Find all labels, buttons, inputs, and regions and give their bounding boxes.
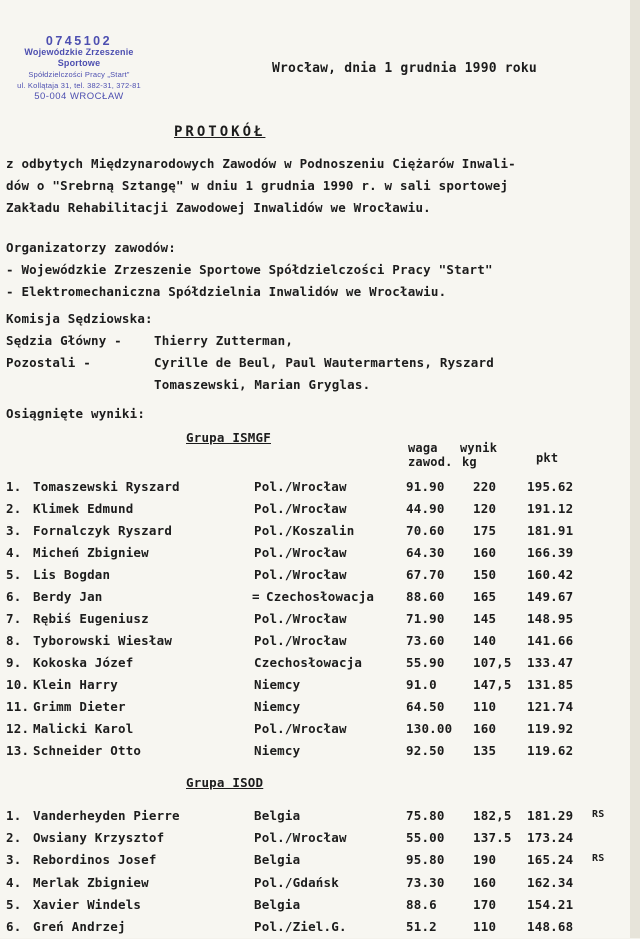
table-row [0,479,640,499]
result-kg: 220 [473,479,497,494]
competitor-country: Czechosłowacja [266,589,375,604]
competitor-name: Owsiany Krzysztof [33,830,165,846]
points: 160.42 [527,567,574,582]
result-kg: 120 [473,501,497,516]
competitor-name: Grimm Dieter [33,699,126,714]
competitor-name: Kokoska Józef [33,655,134,670]
competitor-country: Pol./Wrocław [254,501,347,516]
competitor-name: Tyborowski Wiesław [33,633,173,648]
result-kg: 135 [473,743,497,758]
result-kg: 110 [473,699,497,714]
result-kg: 165 [473,589,497,604]
table-row [0,611,640,631]
result-kg: 110 [473,919,497,934]
row-mark: = [252,589,260,604]
organizer-item: - Elektromechaniczna Spółdzielnia Inwalidów we Wrocławiu. [6,284,447,299]
result-kg: 145 [473,611,497,626]
points: 131.85 [527,677,574,692]
competitor-country: Pol./Gdańsk [254,874,339,890]
header-result-line2: kg [462,455,477,469]
competitor-name: Merlak Zbigniew [33,874,149,890]
body-weight: 73.60 [406,633,445,648]
body-weight: 70.60 [406,523,445,538]
chief-judge-line [6,330,494,352]
competitor-name: Fornalczyk Ryszard [33,523,173,538]
table-row [0,655,640,675]
group-title-isod: Grupa ISOD [186,775,264,790]
row-number: 4. [6,874,22,890]
body-weight: 95.80 [406,852,445,868]
points: 181.29 [527,808,574,823]
row-number: 3. [6,852,22,868]
header-weight-line2: zawod. [408,455,453,469]
body-weight: 88.6 [406,896,437,912]
row-number: 13. [6,743,30,758]
other-judges-line [6,352,494,374]
result-kg: 160 [473,721,497,736]
body-weight: 44.90 [406,501,445,516]
stamp-number: 0745102 [45,34,113,48]
table-row [0,699,640,719]
competitor-country: Belgia [254,896,301,912]
competitor-name: Vanderheyden Pierre [33,808,180,823]
competitor-name: Rebordinos Josef [33,852,157,868]
table-row [0,545,640,565]
body-weight: 92.50 [406,743,445,758]
body-weight: 91.0 [406,677,437,692]
result-kg: 150 [473,567,497,582]
other-judges-label: Pozostali - [6,355,91,370]
table-row [0,830,640,850]
points: 181.91 [527,523,574,538]
result-kg: 140 [473,633,497,648]
competitor-country: Pol./Koszalin [254,523,355,538]
commission-section [6,308,494,396]
competitor-country: Pol./Wrocław [254,479,347,494]
chief-judge-name: Thierry Zutterman, [154,333,294,348]
table-row [0,567,640,587]
row-number: 2. [6,501,22,516]
stamp-line-3: ul. Kollątaja 31, tel. 382-31, 372-81 [17,81,141,90]
result-kg: 160 [473,545,497,560]
body-weight: 91.90 [406,479,445,494]
stamp-line-2: Spółdzielczości Pracy „Start” [28,70,130,79]
document-title: PROTOKÓŁ [174,124,266,140]
competitor-name: Klimek Edmund [33,501,134,516]
competitor-country: Pol./Wrocław [254,611,347,626]
competitor-name: Malicki Karol [33,721,134,736]
other-judges-names: Cyrille de Beul, Paul Wautermartens, Ryszard [154,355,494,370]
points: 173.24 [527,830,574,846]
result-kg: 182,5 [473,808,512,823]
result-kg: 175 [473,523,497,538]
row-number: 12. [6,721,30,736]
competitor-name: Rębiś Eugeniusz [33,611,149,626]
body-weight: 73.30 [406,874,445,890]
results-label: Osiągnięte wyniki: [6,406,146,421]
stamp-line-4: 50-004 WROCŁAW [34,91,124,102]
record-note: RS [592,853,605,865]
other-judges-line [6,374,494,396]
result-kg: 107,5 [473,655,512,670]
row-number: 11. [6,699,30,714]
group-title-ismgf: Grupa ISMGF [186,430,271,445]
chief-judge-label: Sędzia Główny - [6,333,122,348]
header-weight [408,441,453,469]
row-number: 6. [6,589,22,604]
header-result [460,441,497,469]
points: 149.67 [527,589,574,604]
row-number: 8. [6,633,22,648]
row-number: 4. [6,545,22,560]
points: 191.12 [527,501,574,516]
body-weight: 51.2 [406,919,437,934]
page-edge [630,0,640,938]
row-number: 5. [6,567,22,582]
result-kg: 190 [473,852,497,868]
table-row [0,721,640,741]
competitor-country: Niemcy [254,699,301,714]
header-weight-line1: waga [408,441,438,455]
document-date: Wrocław, dnia 1 grudnia 1990 roku [272,61,537,76]
body-weight: 55.00 [406,830,445,846]
table-row [0,897,640,917]
result-kg: 170 [473,896,497,912]
table-row [0,808,640,828]
table-row [0,919,640,939]
body-weight: 67.70 [406,567,445,582]
table-row [0,523,640,543]
row-number: 7. [6,611,22,626]
body-weight: 64.30 [406,545,445,560]
points: 195.62 [527,479,574,494]
organization-stamp [4,36,154,102]
table-row [0,589,640,609]
competitor-country: Belgia [254,852,301,868]
row-number: 10. [6,677,30,692]
points: 165.24 [527,852,574,868]
table-row [0,875,640,895]
result-kg: 137.5 [473,830,512,846]
competitor-country: Pol./Wrocław [254,721,347,736]
row-number: 2. [6,830,22,846]
row-number: 5. [6,896,22,912]
points: 148.95 [527,611,574,626]
body-weight: 88.60 [406,589,445,604]
points: 121.74 [527,699,574,714]
organizers-section [6,237,493,303]
competitor-country: Belgia [254,808,301,823]
competitor-name: Xavier Windels [33,896,142,912]
competitor-name: Lis Bogdan [33,567,111,582]
result-kg: 147,5 [473,677,512,692]
body-weight: 64.50 [406,699,445,714]
points: 148.68 [527,919,574,934]
competitor-country: Niemcy [254,743,301,758]
competitor-country: Pol./Wrocław [254,633,347,648]
points: 154.21 [527,896,574,912]
competitor-name: Greń Andrzej [33,919,126,934]
intro-line: Zakładu Rehabilitacji Zawodowej Inwalidów we Wrocławiu. [6,200,431,215]
organizer-item: - Wojewódzkie Zrzeszenie Sportowe Spółdzielczości Pracy "Start" [6,262,493,277]
result-kg: 160 [473,874,497,890]
intro-line: z odbytych Międzynarodowych Zawodów w Podnoszeniu Ciężarów Inwali- [6,156,516,171]
points: 133.47 [527,655,574,670]
body-weight: 75.80 [406,808,445,823]
other-judges-names: Tomaszewski, Marian Gryglas. [154,377,371,392]
row-number: 9. [6,655,22,670]
competitor-name: Schneider Otto [33,743,142,758]
row-number: 6. [6,919,22,934]
header-result-line1: wynik [460,441,498,455]
header-points: pkt [536,451,559,465]
competitor-name: Tomaszewski Ryszard [33,479,180,494]
row-number: 1. [6,479,22,494]
intro-paragraph [6,153,516,219]
competitor-country: Pol./Wrocław [254,545,347,560]
competitor-country: Pol./Ziel.G. [254,919,347,934]
competitor-country: Niemcy [254,677,301,692]
commission-label: Komisja Sędziowska: [6,311,153,326]
body-weight: 71.90 [406,611,445,626]
row-number: 3. [6,523,22,538]
record-note: RS [592,809,605,820]
competitor-name: Micheń Zbigniew [33,545,149,560]
table-row [0,677,640,697]
points: 119.62 [527,743,574,758]
table-row [0,743,640,763]
points: 162.34 [527,874,574,890]
competitor-country: Czechosłowacja [254,655,363,670]
stamp-line-1: Wojewódzkie Zrzeszenie Sportowe [24,47,134,68]
table-row [0,501,640,521]
points: 119.92 [527,721,574,736]
competitor-country: Pol./Wrocław [254,830,347,846]
table-row [0,633,640,653]
body-weight: 55.90 [406,655,445,670]
points: 141.66 [527,633,574,648]
intro-line: dów o "Srebrną Sztangę" w dniu 1 grudnia 1990 r. w sali sportowej [6,178,509,193]
table-row [0,852,640,872]
organizers-label: Organizatorzy zawodów: [6,240,176,255]
points: 166.39 [527,545,574,560]
competitor-name: Klein Harry [33,677,118,692]
body-weight: 130.00 [406,721,453,736]
competitor-country: Pol./Wrocław [254,567,347,582]
row-number: 1. [6,808,22,823]
competitor-name: Berdy Jan [33,589,103,604]
